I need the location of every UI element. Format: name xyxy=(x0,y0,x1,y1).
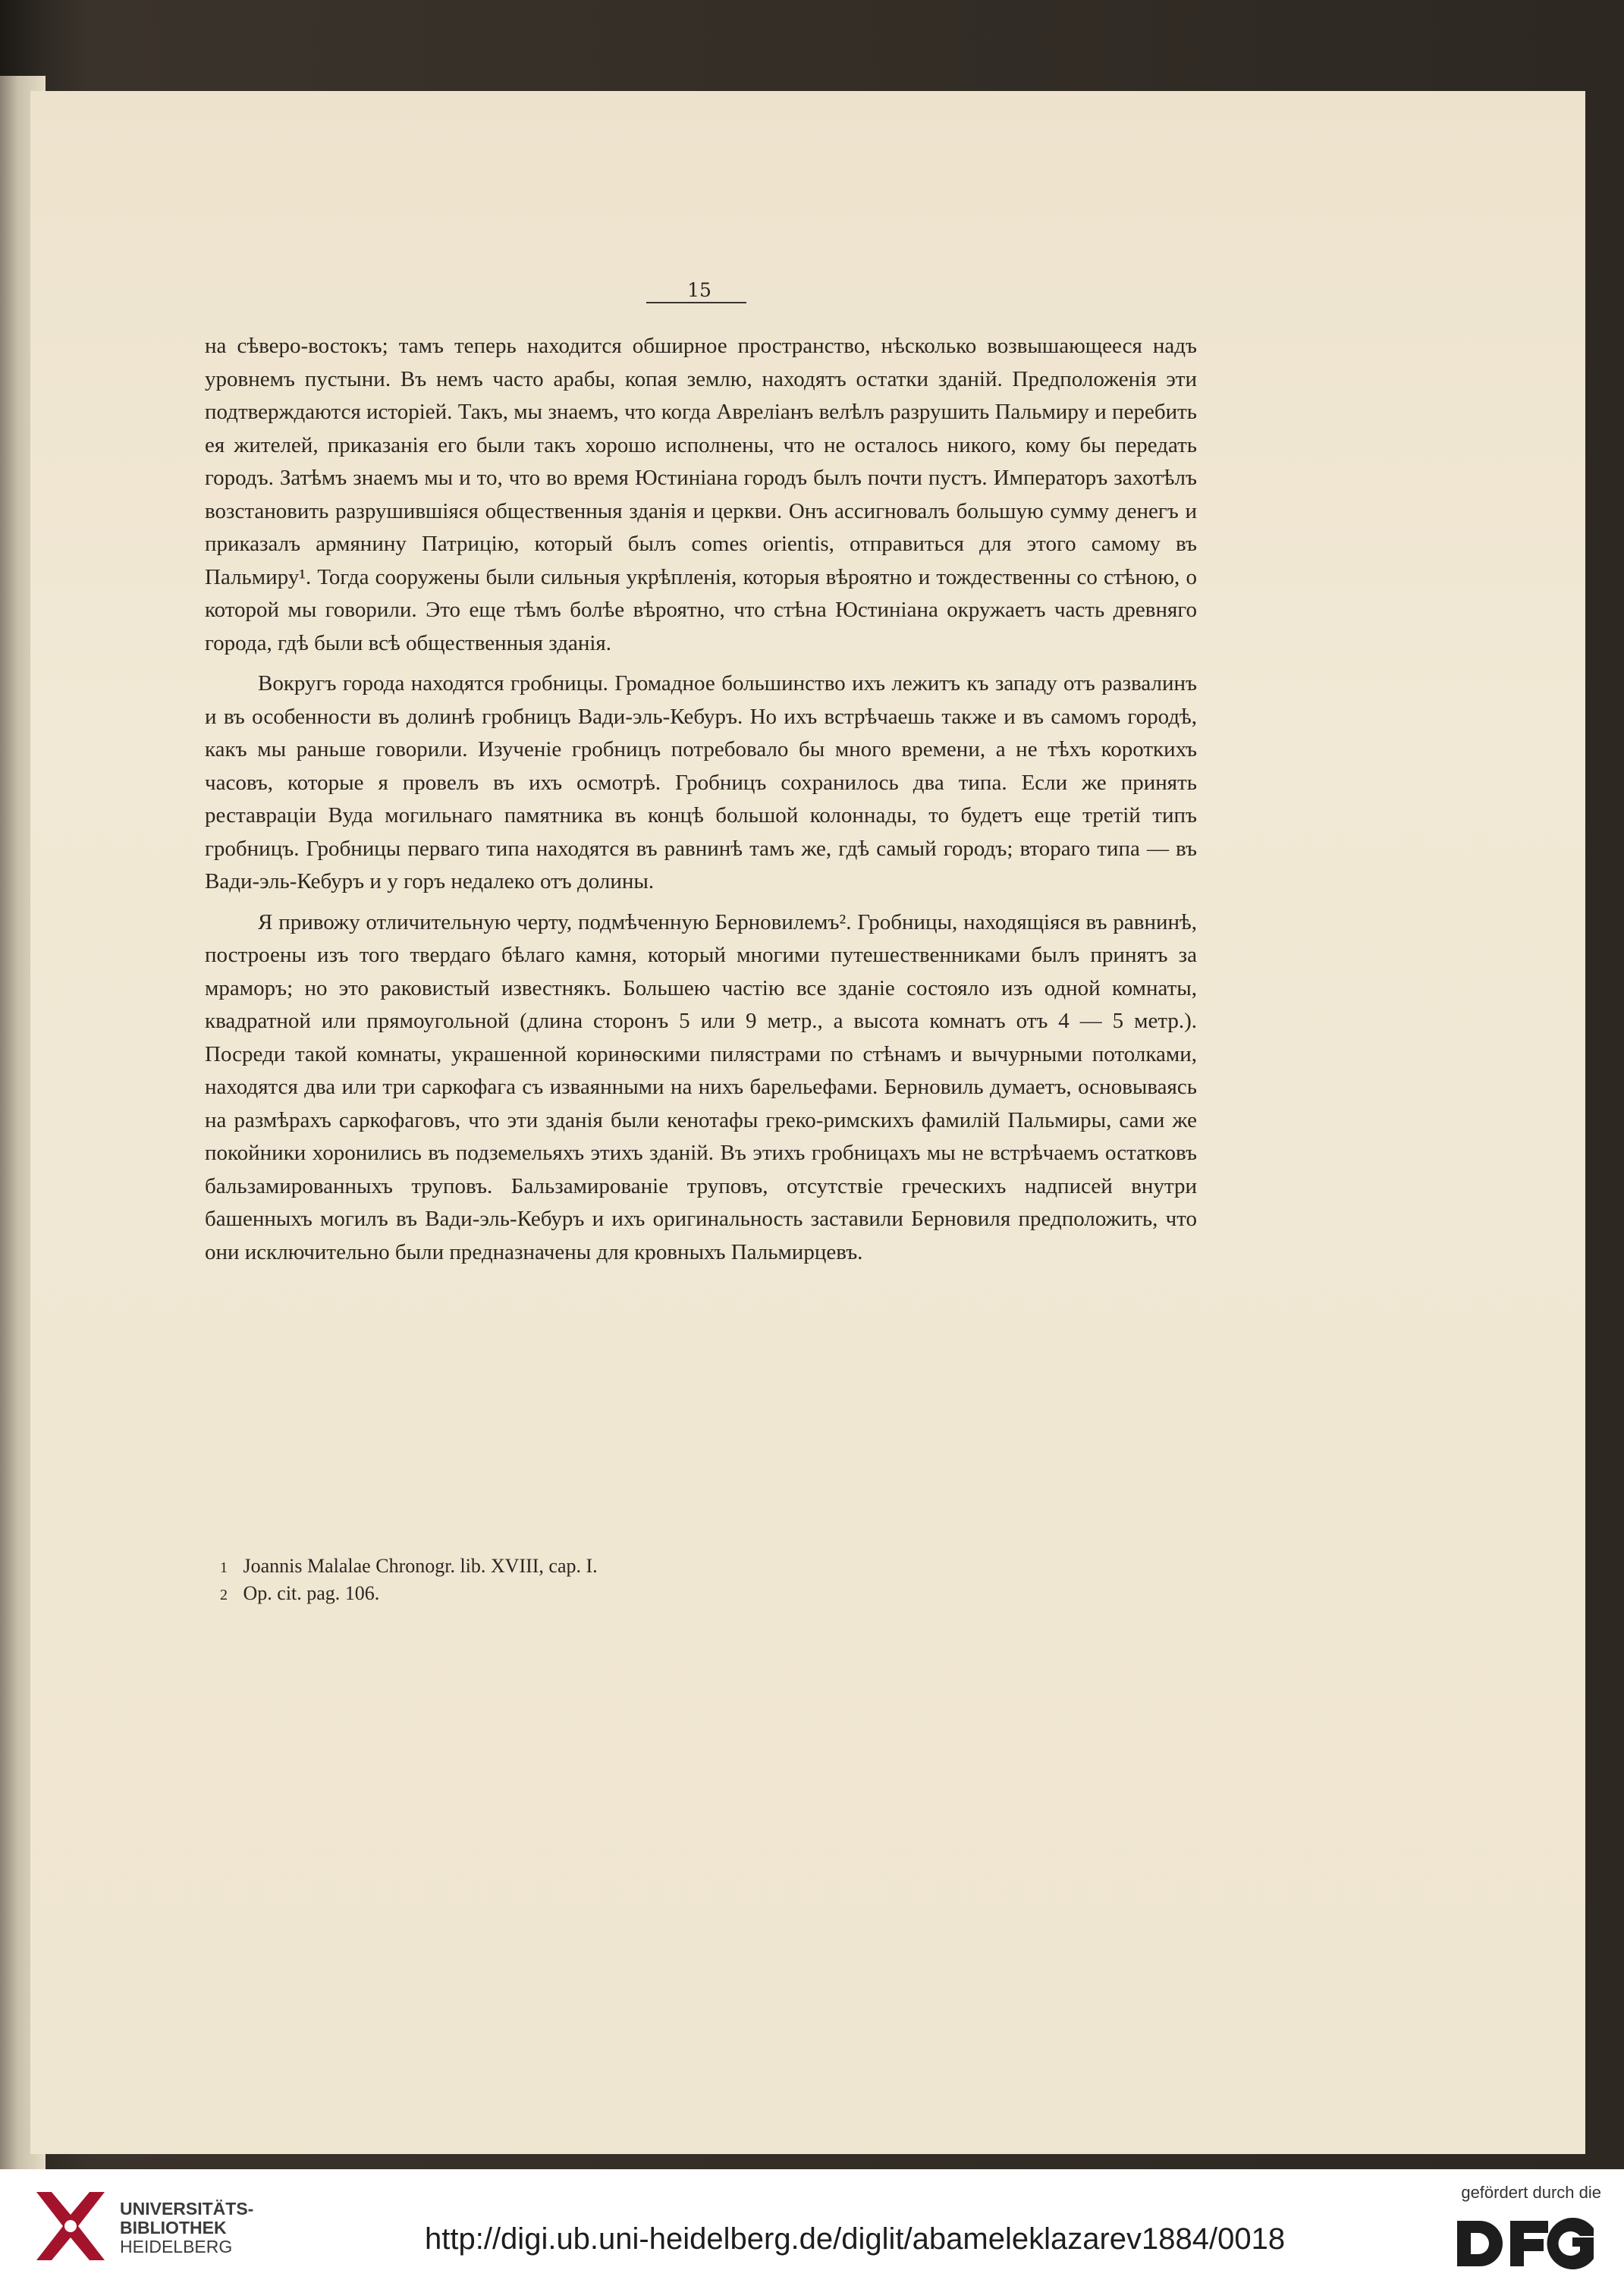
footnote-number: 1 xyxy=(220,1559,228,1576)
paragraph-1: на сѣверо-востокъ; тамъ теперь находится обширное пространство, нѣсколько возвышающееся надъ уровнемъ пустыни. Въ немъ часто арабы, копая землю, находятъ остатки зданій. Предположенія эти подтверждаются исторіей. Такъ, мы знаемъ, что когда Авреліанъ велѣлъ разрушить Пальмиру и перебить ея жителей, приказанія его были такъ хорошо исполнены, что не осталось никого, кому бы передать городъ. Затѣмъ знаемъ мы и то, что во время Юстиніана городъ былъ почти пустъ. Императоръ захотѣлъ возстановить разрушившіяся общественныя зданія и церкви. Онъ ассигновалъ большую сумму денегъ и приказалъ армянину Патрицію, который былъ comes orientis, отправиться для этого самому въ Пальмиру¹. Тогда сооружены были сильныя укрѣпленія, которыя вѣроятно и тождественны со стѣною, о которой мы говорили. Это еще тѣмъ болѣе вѣроятно, что стѣна Юстиніана окружаетъ часть древняго города, гдѣ были всѣ общественныя зданія. xyxy=(205,334,1197,655)
library-name-line-3: HEIDELBERG xyxy=(120,2237,233,2256)
footnote-number: 2 xyxy=(220,1587,228,1603)
page-number-rule xyxy=(646,302,746,303)
footnote-text: Op. cit. pag. 106. xyxy=(243,1582,380,1604)
library-name-line-2: BIBLIOTHEK xyxy=(120,2218,227,2237)
paragraph-2: Вокругъ города находятся гробницы. Громадное большинство ихъ лежитъ къ западу отъ развалинъ и въ особенности въ долинѣ гробницъ Вади-эль-Кебуръ. Но ихъ встрѣчаешь также и въ самомъ городѣ, какъ мы раньше говорили. Изученіе гробницъ потребовало бы много времени, а не тѣхъ короткихъ часовъ, которые я провелъ въ ихъ осмотрѣ. Гробницъ сохранилось два типа. Если же принять реставраціи Вуда могильнаго памятника въ концѣ большой колоннады, то будетъ еще третій типъ гробницъ. Гробницы перваго типа находятся въ равнинѣ тамъ же, гдѣ самый городъ; втораго типа — въ Вади-эль-Кебуръ и у горъ недалеко отъ долины. xyxy=(205,671,1197,893)
dfg-logo-icon xyxy=(1450,2213,1601,2274)
library-name xyxy=(120,2200,253,2256)
footnote-2 xyxy=(220,1581,903,1608)
body-text xyxy=(205,330,1197,1277)
footnote-text: Joannis Malalae Chronogr. lib. XVIII, cap. I. xyxy=(243,1555,598,1577)
library-name-line-1: UNIVERSITÄTS- xyxy=(120,2199,254,2219)
viewer-footer xyxy=(0,2169,1624,2283)
footnote-1 xyxy=(220,1553,903,1581)
paragraph-3: Я привожу отличительную черту, подмѣченную Берновилемъ². Гробницы, находящіяся въ равнинѣ, построены изъ того твердаго бѣлаго камня, который многими путешественниками былъ принятъ за мраморъ; но это раковистый известнякъ. Большею частію все зданіе состояло изъ одной комнаты, квадратной или прямоугольной (длина сторонъ 5 или 9 метр., а высота комнатъ отъ 4 — 5 метр.). Посреди такой комнаты, украшенной коринѳскими пилястрами по стѣнамъ и вычурными потолками, находятся два или три саркофага съ изваянными на нихъ барельефами. Берновиль думаетъ, основываясь на размѣрахъ саркофаговъ, что эти зданія были кенотафы греко-римскихъ фамилій Пальмиры, сами же покойники хоронились въ подземельяхъ этихъ зданій. Въ этихъ гробницахъ мы не встрѣчаемъ остатковъ бальзамированныхъ труповъ. Бальзамированіе труповъ, отсутствіе греческихъ надписей внутри башенныхъ могилъ въ Вади-эль-Кебуръ и ихъ оригинальность заставили Берновиля предположить, что они исключительно были предназначены для кровныхъ Пальмирцевъ. xyxy=(205,909,1197,1264)
permalink-url[interactable]: http://digi.ub.uni-heidelberg.de/diglit/abameleklazarev1884/0018 xyxy=(425,2222,1286,2256)
footnotes xyxy=(220,1553,903,1608)
funded-by-label: gefördert durch die xyxy=(1461,2183,1601,2202)
heidelberg-library-logo-icon xyxy=(29,2184,112,2268)
page-number: 15 xyxy=(687,279,711,301)
